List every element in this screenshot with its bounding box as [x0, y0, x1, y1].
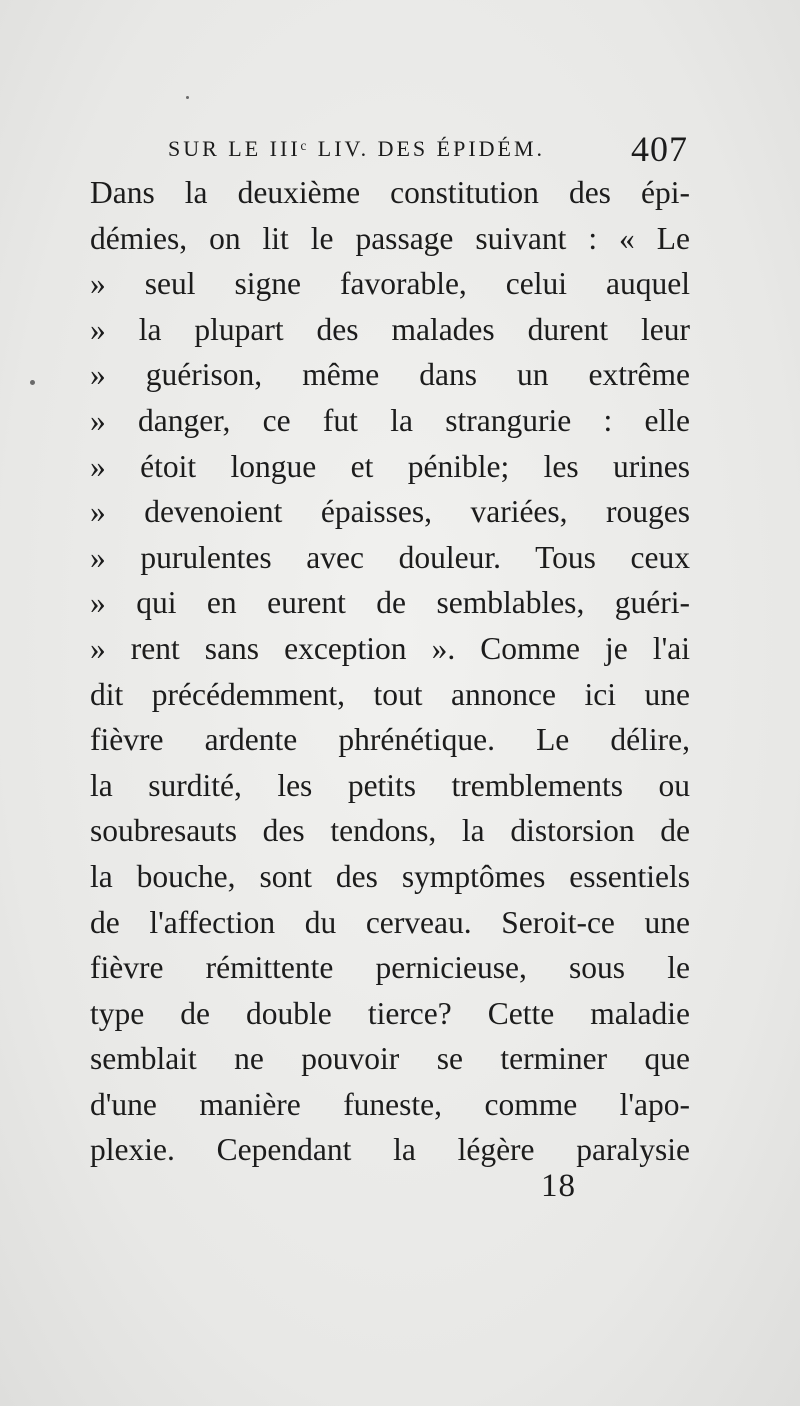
- text-line: type de double tierce? Cette maladie: [90, 995, 690, 1031]
- text-line: » seul signe favorable, celui auquel: [90, 266, 690, 302]
- text-line: démies, on lit le passage suivant : « Le: [90, 220, 690, 256]
- text-line: plexie. Cependant la légère paralysie: [90, 1132, 690, 1168]
- text-line: de l'affection du cerveau. Seroit-ce une: [90, 904, 690, 940]
- text-line: Dans la deuxième constitution des épi-: [90, 175, 690, 210]
- text-line: fièvre rémittente pernicieuse, sous le: [90, 950, 690, 986]
- ink-speck: [186, 96, 189, 99]
- running-head: [168, 128, 688, 168]
- text-line: d'une manière funeste, comme l'apo-: [90, 1086, 690, 1122]
- text-line: » purulentes avec douleur. Tous ceux: [90, 539, 690, 575]
- text-line: semblait ne pouvoir se terminer que: [90, 1041, 690, 1077]
- text-line: » qui en eurent de semblables, guéri-: [90, 585, 690, 621]
- text-line: » danger, ce fut la strangurie : elle: [90, 402, 690, 438]
- ink-speck: [30, 380, 35, 385]
- text-line: la surdité, les petits tremblements ou: [90, 767, 690, 803]
- text-line: » guérison, même dans un extrême: [90, 357, 690, 393]
- text-line: » étoit longue et pénible; les urines: [90, 448, 690, 484]
- text-line: » rent sans exception ». Comme je l'ai: [90, 630, 690, 666]
- running-title: SUR LE IIIᶜ LIV. DES ÉPIDÉM.: [168, 136, 546, 161]
- signature-mark: 18: [541, 1168, 576, 1204]
- page-number: 407: [631, 129, 688, 169]
- text-line: dit précédemment, tout annonce ici une: [90, 676, 690, 712]
- body-text: [90, 170, 690, 1173]
- text-line: la bouche, sont des symptômes essentiels: [90, 858, 690, 894]
- text-line: soubresauts des tendons, la distorsion de: [90, 813, 690, 849]
- text-line: » devenoient épaisses, variées, rouges: [90, 494, 690, 530]
- text-line: » la plupart des malades durent leur: [90, 311, 690, 347]
- text-line: fièvre ardente phrénétique. Le délire,: [90, 722, 690, 758]
